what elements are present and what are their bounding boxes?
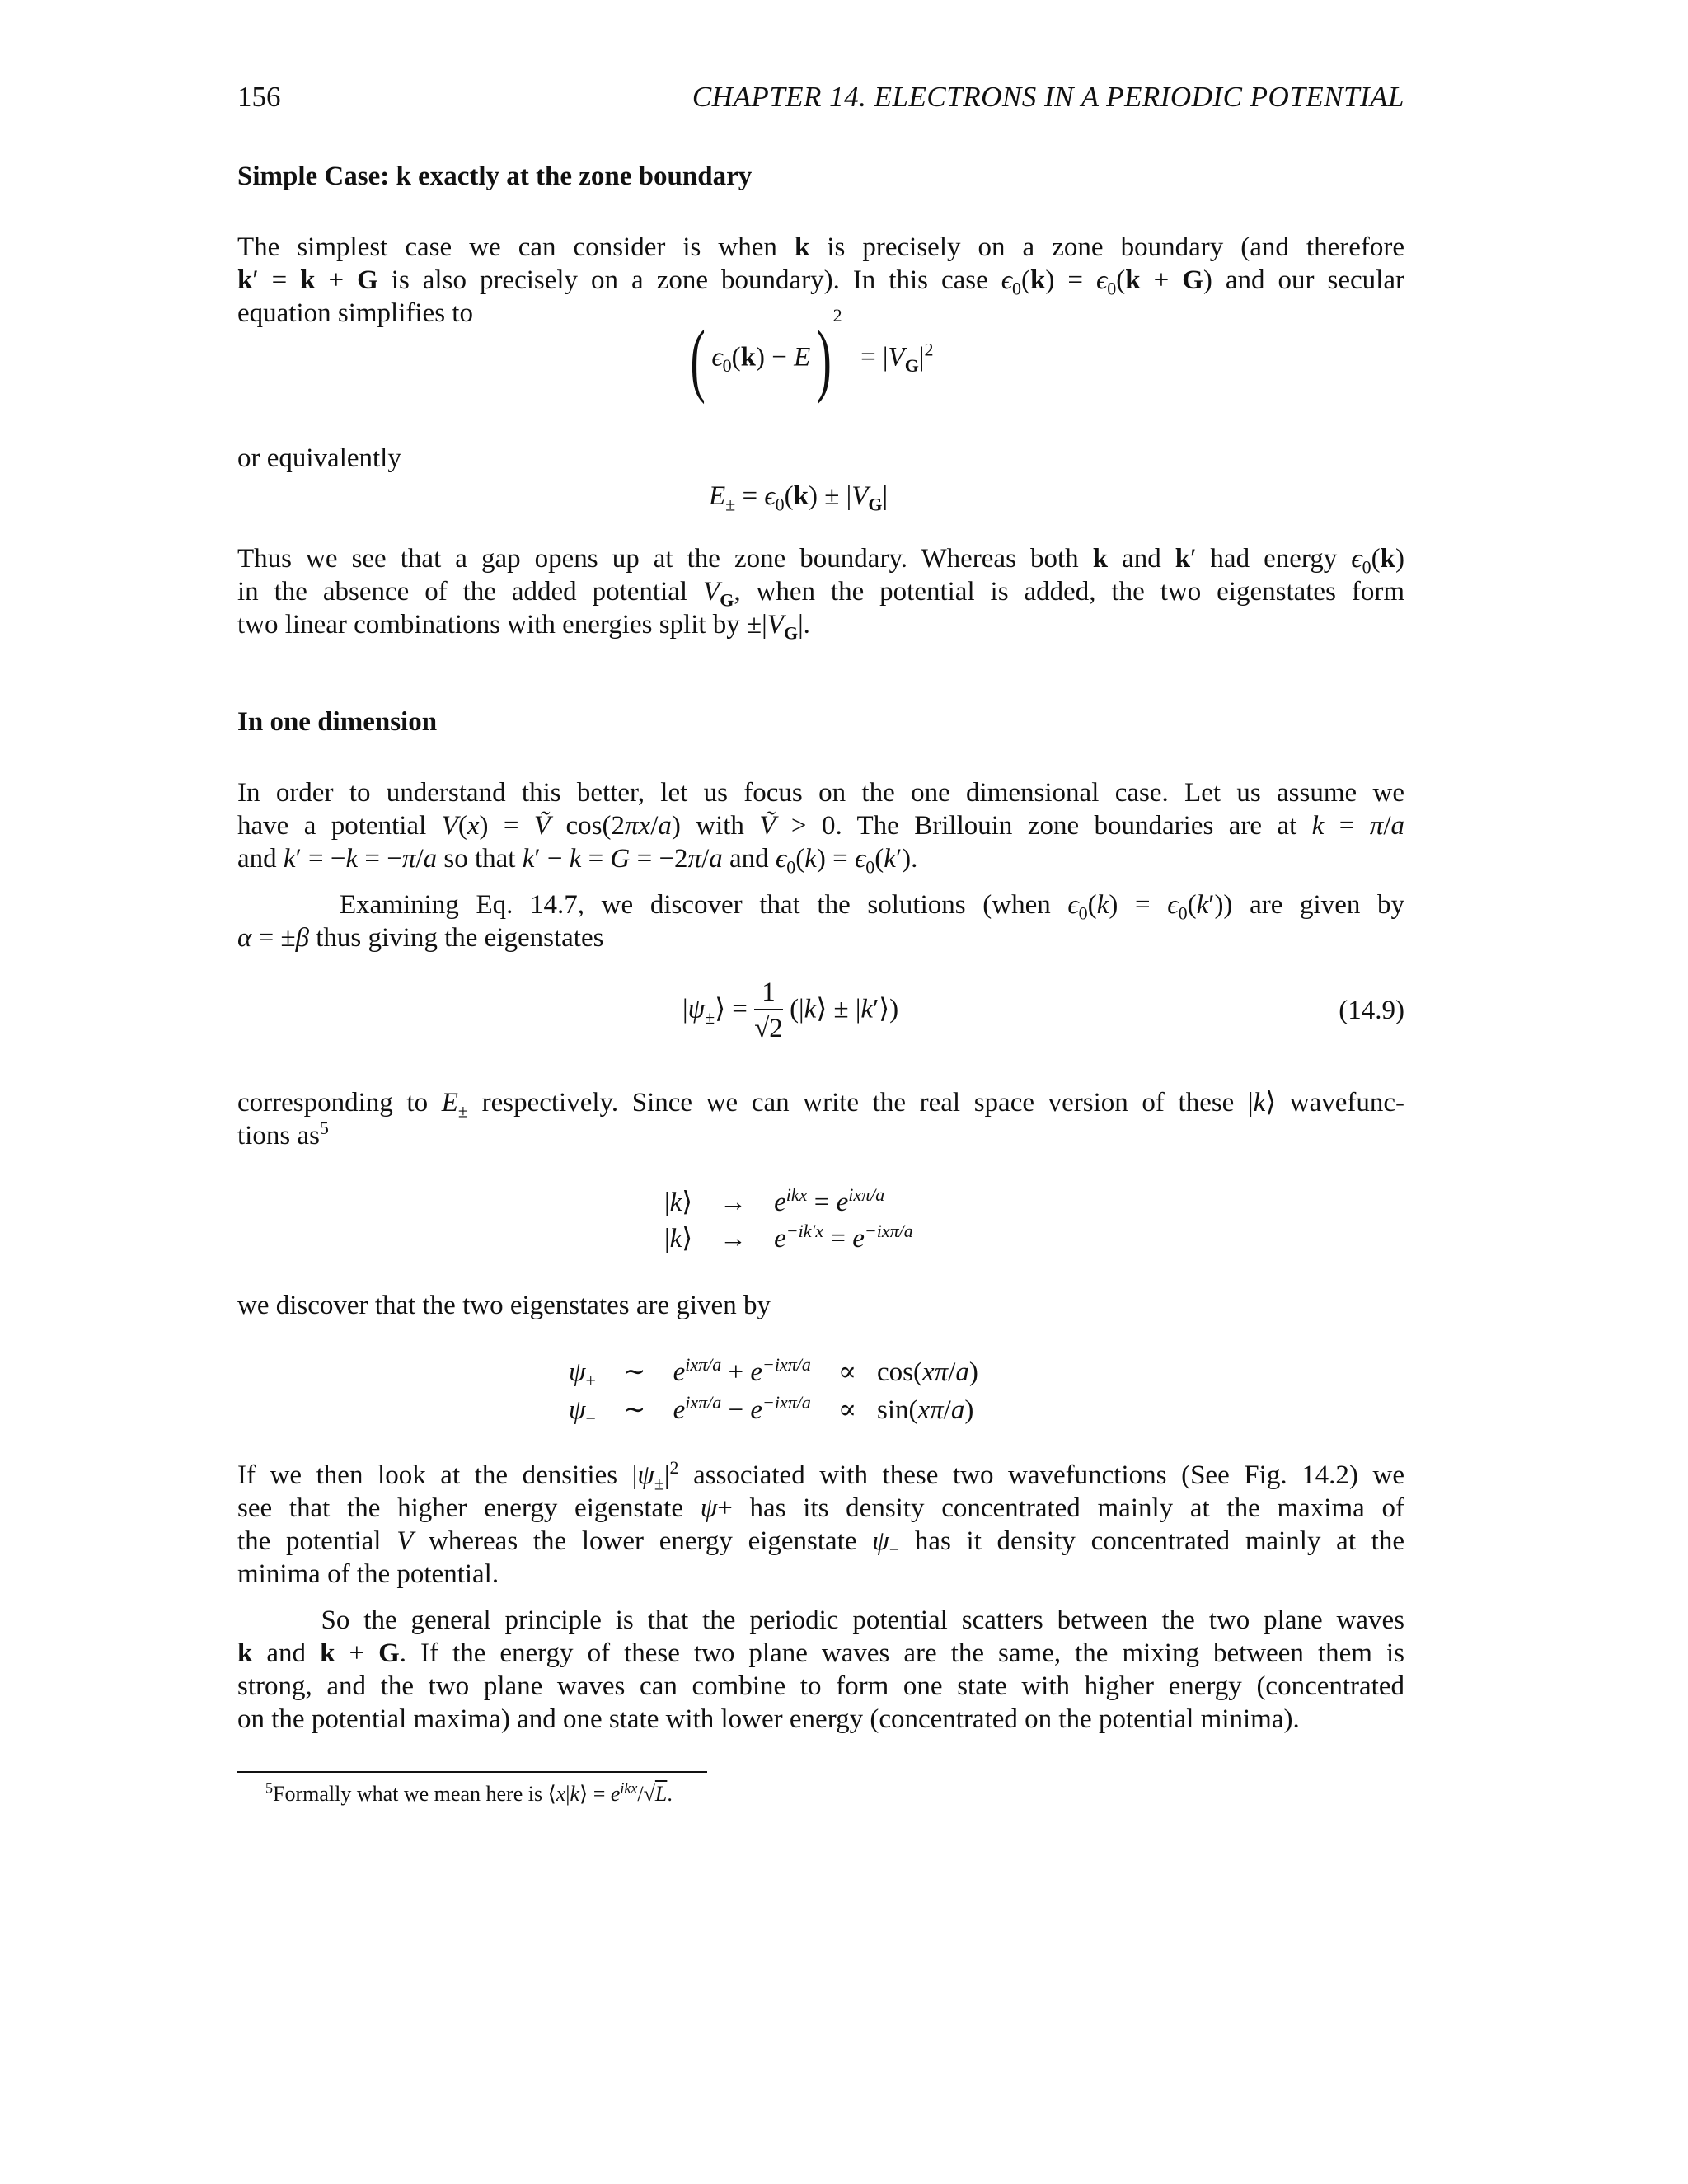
footnote-5: $^5$Formally what we mean here is ⟨x|k⟩ = $e^{ikx}/√L$. [265, 1779, 673, 1806]
equation-secular-simplified: ( $\epsilon_0(k) - E)^2 = |V_G|^2$ [690, 304, 934, 405]
equation-energy-split: $E_\pm = \epsilon_0(k) \pm |V_G|$ [709, 481, 889, 515]
section-heading-one-dimension: In one dimension [237, 707, 438, 737]
footnote-rule [237, 1771, 707, 1773]
text-or-equivalently: or equivalently [237, 443, 401, 473]
paragraph-densities: If we then look at the densities $|\psi_\pm|^2$ associated with these two wavefunctions (See Fig. 14.2) we see that the higher energy eigenstate ψ+ has its density concentrated mainly at the maxima of the potential V whereas the lower energy eigenstate $\psi_-$ has it density concentrated mainly at the minima of the potential. [237, 1457, 1405, 1589]
equation-k-mapping-2: |k⟩ → $e^{-ik'x} = e^{-ix\pi/a}$ [664, 1221, 913, 1254]
paragraph-general-principle: So the general principle is that the periodic potential scatters between the two plane waves k and k + G. If the energy of these two plane waves are the same, the mixing between them is strong, and the two plane waves can combine to form one state with higher energy (concentrated on the potential maxima) and one state with lower energy (concentrated on the potential minima). [237, 1605, 1404, 1734]
section-heading-zone-boundary: Simple Case: k exactly at the zone boundary [237, 162, 753, 191]
equation-14-9: $|\psi_\pm⟩$ = $\frac{1}{√2}$ (|k⟩ ± |k′⟩) [682, 977, 899, 1043]
equation-psi-plus: $\psi_+$ ∼ $e^{ix\pi/a} + e^{-ix\pi/a}$ ∝ cos(xπ/a) [569, 1354, 978, 1391]
footnote-text: Formally what we mean here is [273, 1782, 543, 1806]
paragraph-simplest-case: The simplest case we can consider is when k is precisely on a zone boundary (and therefore k′ = k + G is also precisely on a zone boundary). In this case $\epsilon_0(k) = \epsilon_0(k + G)$ and our secular equation simplifies to [237, 232, 1404, 328]
chapter-title: CHAPTER 14. ELECTRONS IN A PERIODIC POTENTIAL [692, 81, 1404, 113]
equation-number-14-9: (14.9) [1339, 996, 1404, 1025]
equation-k-mapping-1: |k⟩ → $e^{ikx} = e^{ix\pi/a}$ [664, 1184, 885, 1217]
equation-psi-minus: $\psi_-$ ∼ $e^{ix\pi/a} - e^{-ix\pi/a}$ ∝ sin(xπ/a) [569, 1392, 974, 1429]
text-we-discover: we discover that the two eigenstates are given by [237, 1291, 771, 1320]
paragraph-gap-opens: Thus we see that a gap opens up at the zone boundary. Whereas both k and k′ had energy $\epsilon_0(k)$ in the absence of the added potential $V_G$, when the potential is added, the two eigenstates form two linear combinations with energies split by $\pm|V_G|$. [237, 544, 1405, 644]
paragraph-examining-eq: Examining Eq. 14.7, we discover that the solutions (when $\epsilon_0(k) = \epsilon_0(k')$) are given by α = ±β thus giving the eigenstates [237, 890, 1404, 953]
paragraph-one-dimensional-case: In order to understand this better, let us focus on the one dimensional case. Let us assume we have a potential V(x) = Ṽ cos(2πx/a) with Ṽ > 0. The Brillouin zone boundaries are at k = π/a and k′ = −k = −π/a so that k′ − k = G = −2π/a and $\epsilon_0(k) = \epsilon_0(k')$. [237, 778, 1404, 878]
paragraph-corresponding: corresponding to $E_\pm$ respectively. Since we can write the real space version of these |k⟩ wavefunc- tions $as^5$ [237, 1088, 1404, 1151]
running-header [237, 81, 1404, 122]
page-number: 156 [237, 81, 281, 113]
footnote-marker: 5 [265, 1779, 273, 1797]
